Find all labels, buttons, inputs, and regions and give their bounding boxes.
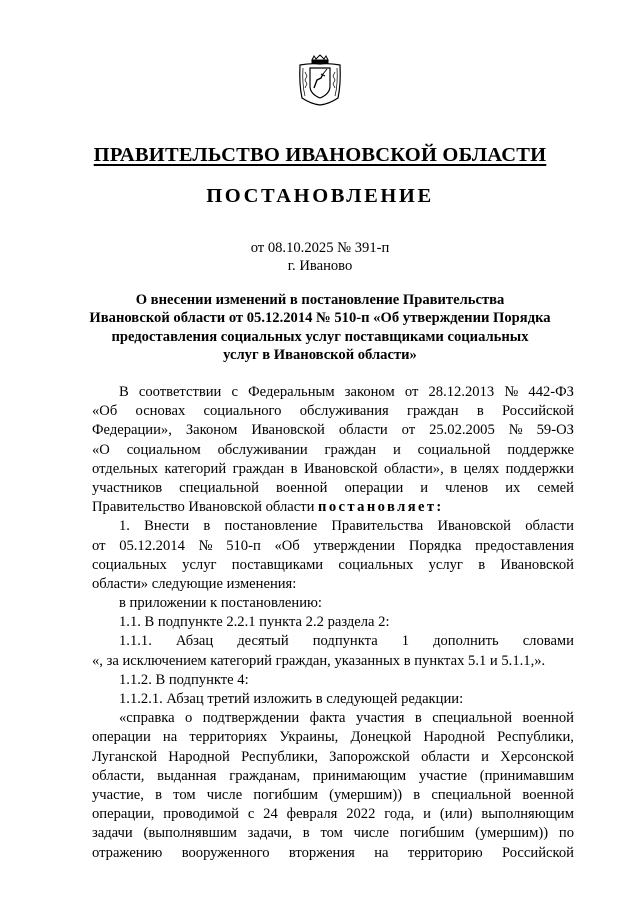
- appendix-line: в приложении к постановлению:: [119, 595, 322, 612]
- decree-word: постановляет:: [318, 499, 444, 516]
- preamble-line: «О социальном обслуживании граждан и социальной поддержке: [92, 441, 574, 458]
- city: г. Иваново: [287, 258, 353, 274]
- quote-line: операции, проводимой с 24 февраля 2022 года, и (или) выполняющим: [92, 806, 574, 823]
- quote-line: области, выданная гражданам, принимающим участие (принимавшим: [92, 767, 574, 784]
- heading-line: О внесении изменений в постановление Правительства: [135, 292, 505, 308]
- item-1-1-2-line: 1.1.2. В подпункте 4:: [119, 671, 249, 688]
- quote-line: «справка о подтверждении факта участия в специальной военной: [119, 710, 574, 727]
- item-1-line: от 05.12.2014 № 510-п «Об утверждении Порядка предоставления: [92, 537, 574, 554]
- document-body: [92, 383, 574, 863]
- preamble-line: участников специальной военной операции и членов их семей: [92, 479, 574, 496]
- quote-line: участие, в том числе погибшим (умершим)) в специальной военной: [92, 786, 574, 803]
- government-title: ПРАВИТЕЛЬСТВО ИВАНОВСКОЙ ОБЛАСТИ: [93, 144, 547, 166]
- quote-line: Луганской Народной Республики, Запорожской области и Херсонской: [92, 748, 574, 765]
- preamble-line: отдельных категорий граждан в Ивановской области», в целях поддержки: [92, 460, 574, 477]
- item-1-line: социальных услуг поставщиками социальных услуг в Ивановской: [92, 556, 574, 573]
- date-number: от 08.10.2025 № 391-п: [250, 240, 390, 256]
- government-subject: Правительство Ивановской области: [92, 499, 315, 516]
- document-heading: [80, 291, 560, 365]
- preamble-line: В соответствии с Федеральным законом от 28.12.2013 № 442-ФЗ: [119, 384, 574, 400]
- quote-line: операции на территориях Украины, Донецкой Народной Республики,: [92, 729, 574, 746]
- preamble-last-line: [92, 498, 574, 517]
- quote-line: отражению вооруженного вторжения на территорию Российской: [92, 844, 574, 861]
- heading-line: предоставления социальных услуг поставщиками социальных: [111, 328, 529, 345]
- item-1-1-1-last-line: «, за исключением категорий граждан, указанных в пунктах 5.1 и 5.1.1,».: [92, 652, 546, 669]
- document-type: ПОСТАНОВЛЕНИЕ: [206, 185, 434, 207]
- coat-of-arms-icon: [297, 54, 343, 106]
- heading-line: услуг в Ивановской области»: [223, 347, 417, 364]
- heading-line: Ивановской области от 05.12.2014 № 510-п «Об утверждении Порядка: [89, 310, 551, 327]
- item-1-1-1-line: 1.1.1. Абзац десятый подпункта 1 дополнить словами: [119, 633, 574, 650]
- item-1-line: 1. Внести в постановление Правительства Ивановской области: [119, 518, 574, 535]
- item-1-last-line: области» следующие изменения:: [92, 575, 297, 592]
- item-1-1-line: 1.1. В подпункте 2.2.1 пункта 2.2 раздела 2:: [119, 614, 390, 631]
- preamble-line: Федерации», Законом Ивановской области от 25.02.2005 № 59-ОЗ: [92, 422, 574, 439]
- preamble-line: «Об основах социального обслуживания граждан в Российской: [92, 403, 574, 420]
- quote-line: задачи (выполнявшим задачи, в том числе погибшим (умершим)) по: [92, 825, 574, 842]
- item-1-1-2-1-line: 1.1.2.1. Абзац третий изложить в следующей редакции:: [119, 691, 464, 707]
